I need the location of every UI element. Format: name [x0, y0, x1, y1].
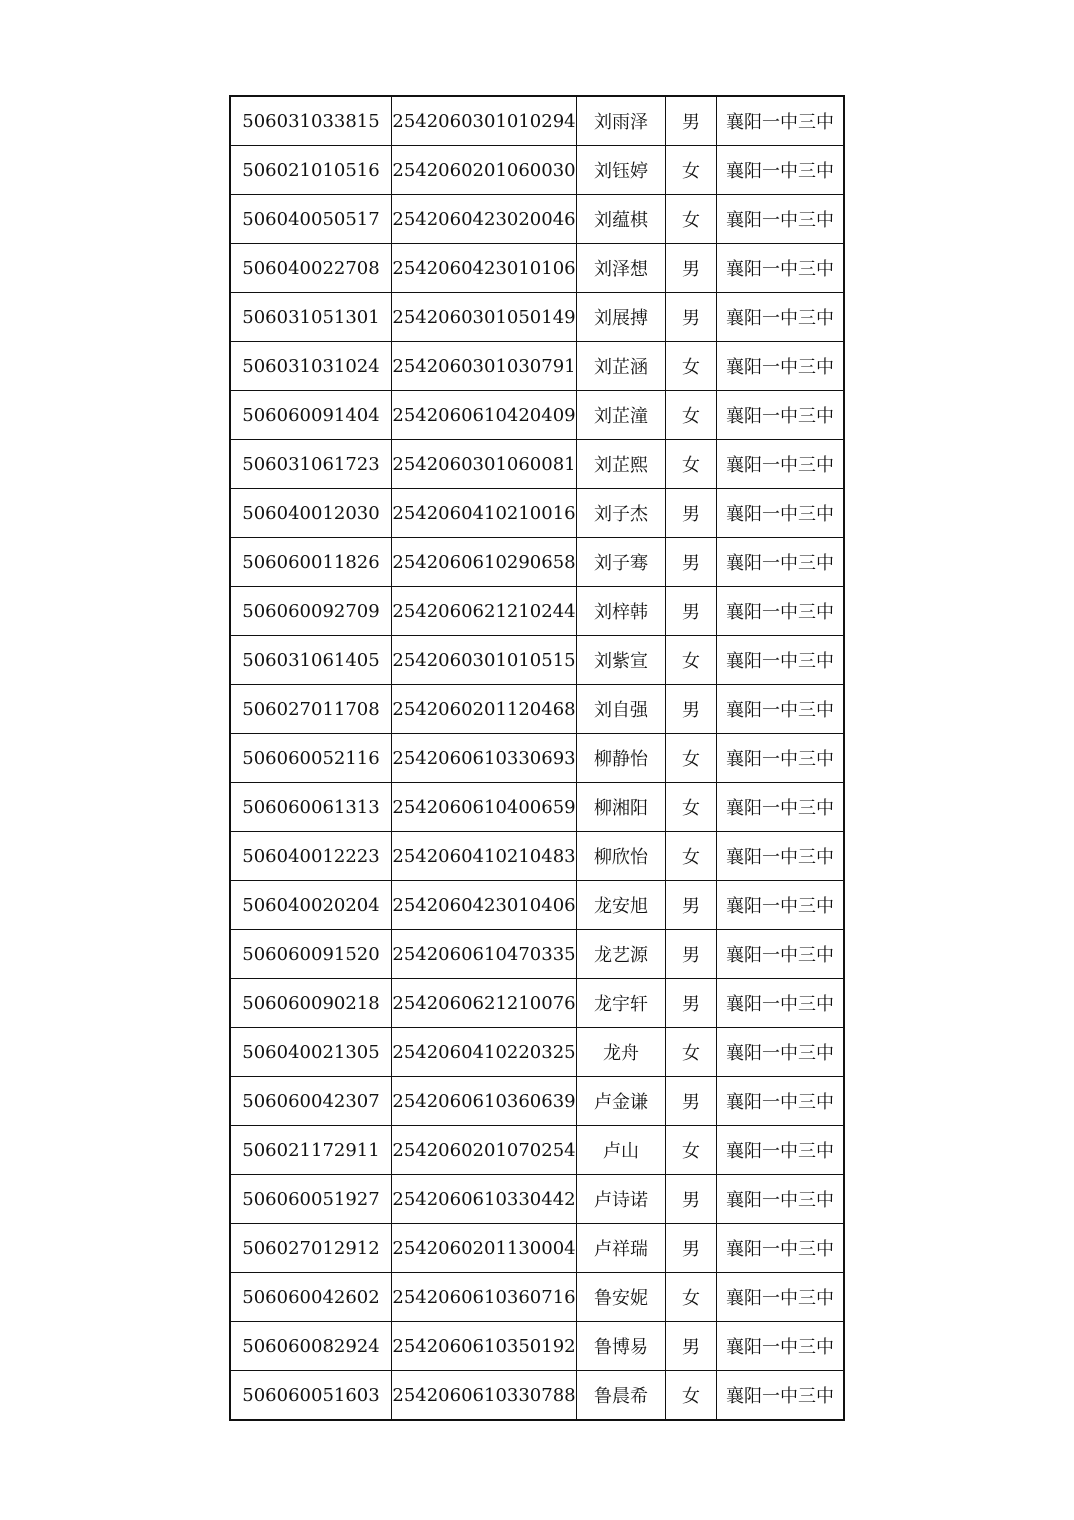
exam-number-cell: 506060051927: [230, 1175, 392, 1224]
table-row: [230, 881, 844, 930]
student-name-cell: 卢山: [577, 1126, 666, 1175]
exam-number-cell: 506031061723: [230, 440, 392, 489]
school-cell: 襄阳一中三中: [717, 1126, 845, 1175]
exam-number-cell: 506060082924: [230, 1322, 392, 1371]
table-row: [230, 734, 844, 783]
gender-cell: 女: [666, 342, 717, 391]
student-id-cell: 2542060621210244: [392, 587, 577, 636]
table-row: [230, 538, 844, 587]
exam-number-cell: 506060051603: [230, 1371, 392, 1421]
student-name-cell: 柳欣怡: [577, 832, 666, 881]
gender-cell: 男: [666, 293, 717, 342]
student-name-cell: 刘钰婷: [577, 146, 666, 195]
student-name-cell: 刘展搏: [577, 293, 666, 342]
school-cell: 襄阳一中三中: [717, 685, 845, 734]
exam-number-cell: 506031061405: [230, 636, 392, 685]
student-name-cell: 刘自强: [577, 685, 666, 734]
table-row: [230, 1126, 844, 1175]
school-cell: 襄阳一中三中: [717, 1273, 845, 1322]
table-row: [230, 244, 844, 293]
student-roster-table: [229, 95, 845, 1421]
table-row: [230, 146, 844, 195]
gender-cell: 男: [666, 1224, 717, 1273]
student-name-cell: 卢祥瑞: [577, 1224, 666, 1273]
school-cell: 襄阳一中三中: [717, 734, 845, 783]
student-id-cell: 2542060610330788: [392, 1371, 577, 1421]
student-id-cell: 2542060301060081: [392, 440, 577, 489]
student-id-cell: 2542060610330693: [392, 734, 577, 783]
school-cell: 襄阳一中三中: [717, 195, 845, 244]
table-row: [230, 1273, 844, 1322]
school-cell: 襄阳一中三中: [717, 832, 845, 881]
roster-body: [230, 96, 844, 1420]
student-id-cell: 2542060621210076: [392, 979, 577, 1028]
student-id-cell: 2542060410220325: [392, 1028, 577, 1077]
student-id-cell: 2542060410210483: [392, 832, 577, 881]
exam-number-cell: 506021010516: [230, 146, 392, 195]
table-row: [230, 832, 844, 881]
student-name-cell: 刘芷潼: [577, 391, 666, 440]
school-cell: 襄阳一中三中: [717, 1028, 845, 1077]
student-name-cell: 龙安旭: [577, 881, 666, 930]
gender-cell: 女: [666, 832, 717, 881]
school-cell: 襄阳一中三中: [717, 244, 845, 293]
exam-number-cell: 506031033815: [230, 96, 392, 146]
gender-cell: 女: [666, 1371, 717, 1421]
student-id-cell: 2542060423010406: [392, 881, 577, 930]
student-id-cell: 2542060610360716: [392, 1273, 577, 1322]
student-name-cell: 刘泽想: [577, 244, 666, 293]
student-name-cell: 柳静怡: [577, 734, 666, 783]
student-name-cell: 刘芷熙: [577, 440, 666, 489]
exam-number-cell: 506060090218: [230, 979, 392, 1028]
gender-cell: 男: [666, 930, 717, 979]
school-cell: 襄阳一中三中: [717, 881, 845, 930]
student-name-cell: 鲁博易: [577, 1322, 666, 1371]
school-cell: 襄阳一中三中: [717, 293, 845, 342]
table-row: [230, 489, 844, 538]
student-name-cell: 鲁晨希: [577, 1371, 666, 1421]
table-row: [230, 293, 844, 342]
school-cell: 襄阳一中三中: [717, 979, 845, 1028]
exam-number-cell: 506031031024: [230, 342, 392, 391]
gender-cell: 女: [666, 1028, 717, 1077]
table-row: [230, 1322, 844, 1371]
table-row: [230, 1077, 844, 1126]
student-id-cell: 2542060301030791: [392, 342, 577, 391]
gender-cell: 男: [666, 1175, 717, 1224]
school-cell: 襄阳一中三中: [717, 1077, 845, 1126]
school-cell: 襄阳一中三中: [717, 636, 845, 685]
table-row: [230, 685, 844, 734]
student-name-cell: 龙艺源: [577, 930, 666, 979]
exam-number-cell: 506040012223: [230, 832, 392, 881]
gender-cell: 男: [666, 685, 717, 734]
student-name-cell: 龙宇轩: [577, 979, 666, 1028]
student-name-cell: 刘子杰: [577, 489, 666, 538]
gender-cell: 男: [666, 96, 717, 146]
table-row: [230, 979, 844, 1028]
gender-cell: 女: [666, 636, 717, 685]
table-row: [230, 342, 844, 391]
school-cell: 襄阳一中三中: [717, 587, 845, 636]
exam-number-cell: 506060061313: [230, 783, 392, 832]
school-cell: 襄阳一中三中: [717, 783, 845, 832]
exam-number-cell: 506040021305: [230, 1028, 392, 1077]
gender-cell: 女: [666, 146, 717, 195]
table-row: [230, 195, 844, 244]
student-id-cell: 2542060410210016: [392, 489, 577, 538]
school-cell: 襄阳一中三中: [717, 146, 845, 195]
exam-number-cell: 506040050517: [230, 195, 392, 244]
student-id-cell: 2542060610360639: [392, 1077, 577, 1126]
gender-cell: 女: [666, 1126, 717, 1175]
student-id-cell: 2542060201060030: [392, 146, 577, 195]
exam-number-cell: 506060091520: [230, 930, 392, 979]
exam-number-cell: 506027012912: [230, 1224, 392, 1273]
table-row: [230, 636, 844, 685]
student-id-cell: 2542060301050149: [392, 293, 577, 342]
table-row: [230, 96, 844, 146]
exam-number-cell: 506040012030: [230, 489, 392, 538]
gender-cell: 男: [666, 587, 717, 636]
student-id-cell: 2542060610290658: [392, 538, 577, 587]
exam-number-cell: 506060042602: [230, 1273, 392, 1322]
school-cell: 襄阳一中三中: [717, 1371, 845, 1421]
student-id-cell: 2542060423020046: [392, 195, 577, 244]
student-name-cell: 刘雨泽: [577, 96, 666, 146]
student-id-cell: 2542060201070254: [392, 1126, 577, 1175]
exam-number-cell: 506027011708: [230, 685, 392, 734]
student-name-cell: 刘芷涵: [577, 342, 666, 391]
student-id-cell: 2542060423010106: [392, 244, 577, 293]
exam-number-cell: 506031051301: [230, 293, 392, 342]
exam-number-cell: 506060091404: [230, 391, 392, 440]
student-name-cell: 刘紫宣: [577, 636, 666, 685]
gender-cell: 女: [666, 1273, 717, 1322]
table-row: [230, 587, 844, 636]
student-id-cell: 2542060301010515: [392, 636, 577, 685]
table-row: [230, 391, 844, 440]
exam-number-cell: 506060042307: [230, 1077, 392, 1126]
school-cell: 襄阳一中三中: [717, 391, 845, 440]
student-name-cell: 刘子骞: [577, 538, 666, 587]
table-row: [230, 1175, 844, 1224]
student-name-cell: 龙舟: [577, 1028, 666, 1077]
gender-cell: 男: [666, 244, 717, 293]
gender-cell: 女: [666, 440, 717, 489]
table-row: [230, 930, 844, 979]
exam-number-cell: 506060011826: [230, 538, 392, 587]
table-row: [230, 1028, 844, 1077]
gender-cell: 女: [666, 734, 717, 783]
gender-cell: 男: [666, 1077, 717, 1126]
student-name-cell: 刘蕴棋: [577, 195, 666, 244]
table-row: [230, 440, 844, 489]
student-id-cell: 2542060610330442: [392, 1175, 577, 1224]
school-cell: 襄阳一中三中: [717, 96, 845, 146]
exam-number-cell: 506040020204: [230, 881, 392, 930]
school-cell: 襄阳一中三中: [717, 538, 845, 587]
school-cell: 襄阳一中三中: [717, 1224, 845, 1273]
student-id-cell: 2542060610470335: [392, 930, 577, 979]
student-id-cell: 2542060301010294: [392, 96, 577, 146]
table-row: [230, 783, 844, 832]
exam-number-cell: 506060092709: [230, 587, 392, 636]
school-cell: 襄阳一中三中: [717, 1175, 845, 1224]
school-cell: 襄阳一中三中: [717, 930, 845, 979]
student-id-cell: 2542060610400659: [392, 783, 577, 832]
gender-cell: 女: [666, 391, 717, 440]
gender-cell: 男: [666, 489, 717, 538]
gender-cell: 男: [666, 1322, 717, 1371]
gender-cell: 男: [666, 881, 717, 930]
school-cell: 襄阳一中三中: [717, 342, 845, 391]
student-name-cell: 卢诗诺: [577, 1175, 666, 1224]
exam-number-cell: 506040022708: [230, 244, 392, 293]
school-cell: 襄阳一中三中: [717, 440, 845, 489]
exam-number-cell: 506060052116: [230, 734, 392, 783]
gender-cell: 女: [666, 783, 717, 832]
student-name-cell: 鲁安妮: [577, 1273, 666, 1322]
gender-cell: 男: [666, 538, 717, 587]
student-name-cell: 刘梓韩: [577, 587, 666, 636]
student-id-cell: 2542060201130004: [392, 1224, 577, 1273]
student-name-cell: 柳湘阳: [577, 783, 666, 832]
student-name-cell: 卢金谦: [577, 1077, 666, 1126]
exam-number-cell: 506021172911: [230, 1126, 392, 1175]
table-row: [230, 1371, 844, 1421]
student-id-cell: 2542060610420409: [392, 391, 577, 440]
gender-cell: 女: [666, 195, 717, 244]
school-cell: 襄阳一中三中: [717, 1322, 845, 1371]
gender-cell: 男: [666, 979, 717, 1028]
school-cell: 襄阳一中三中: [717, 489, 845, 538]
table-row: [230, 1224, 844, 1273]
student-id-cell: 2542060610350192: [392, 1322, 577, 1371]
student-id-cell: 2542060201120468: [392, 685, 577, 734]
